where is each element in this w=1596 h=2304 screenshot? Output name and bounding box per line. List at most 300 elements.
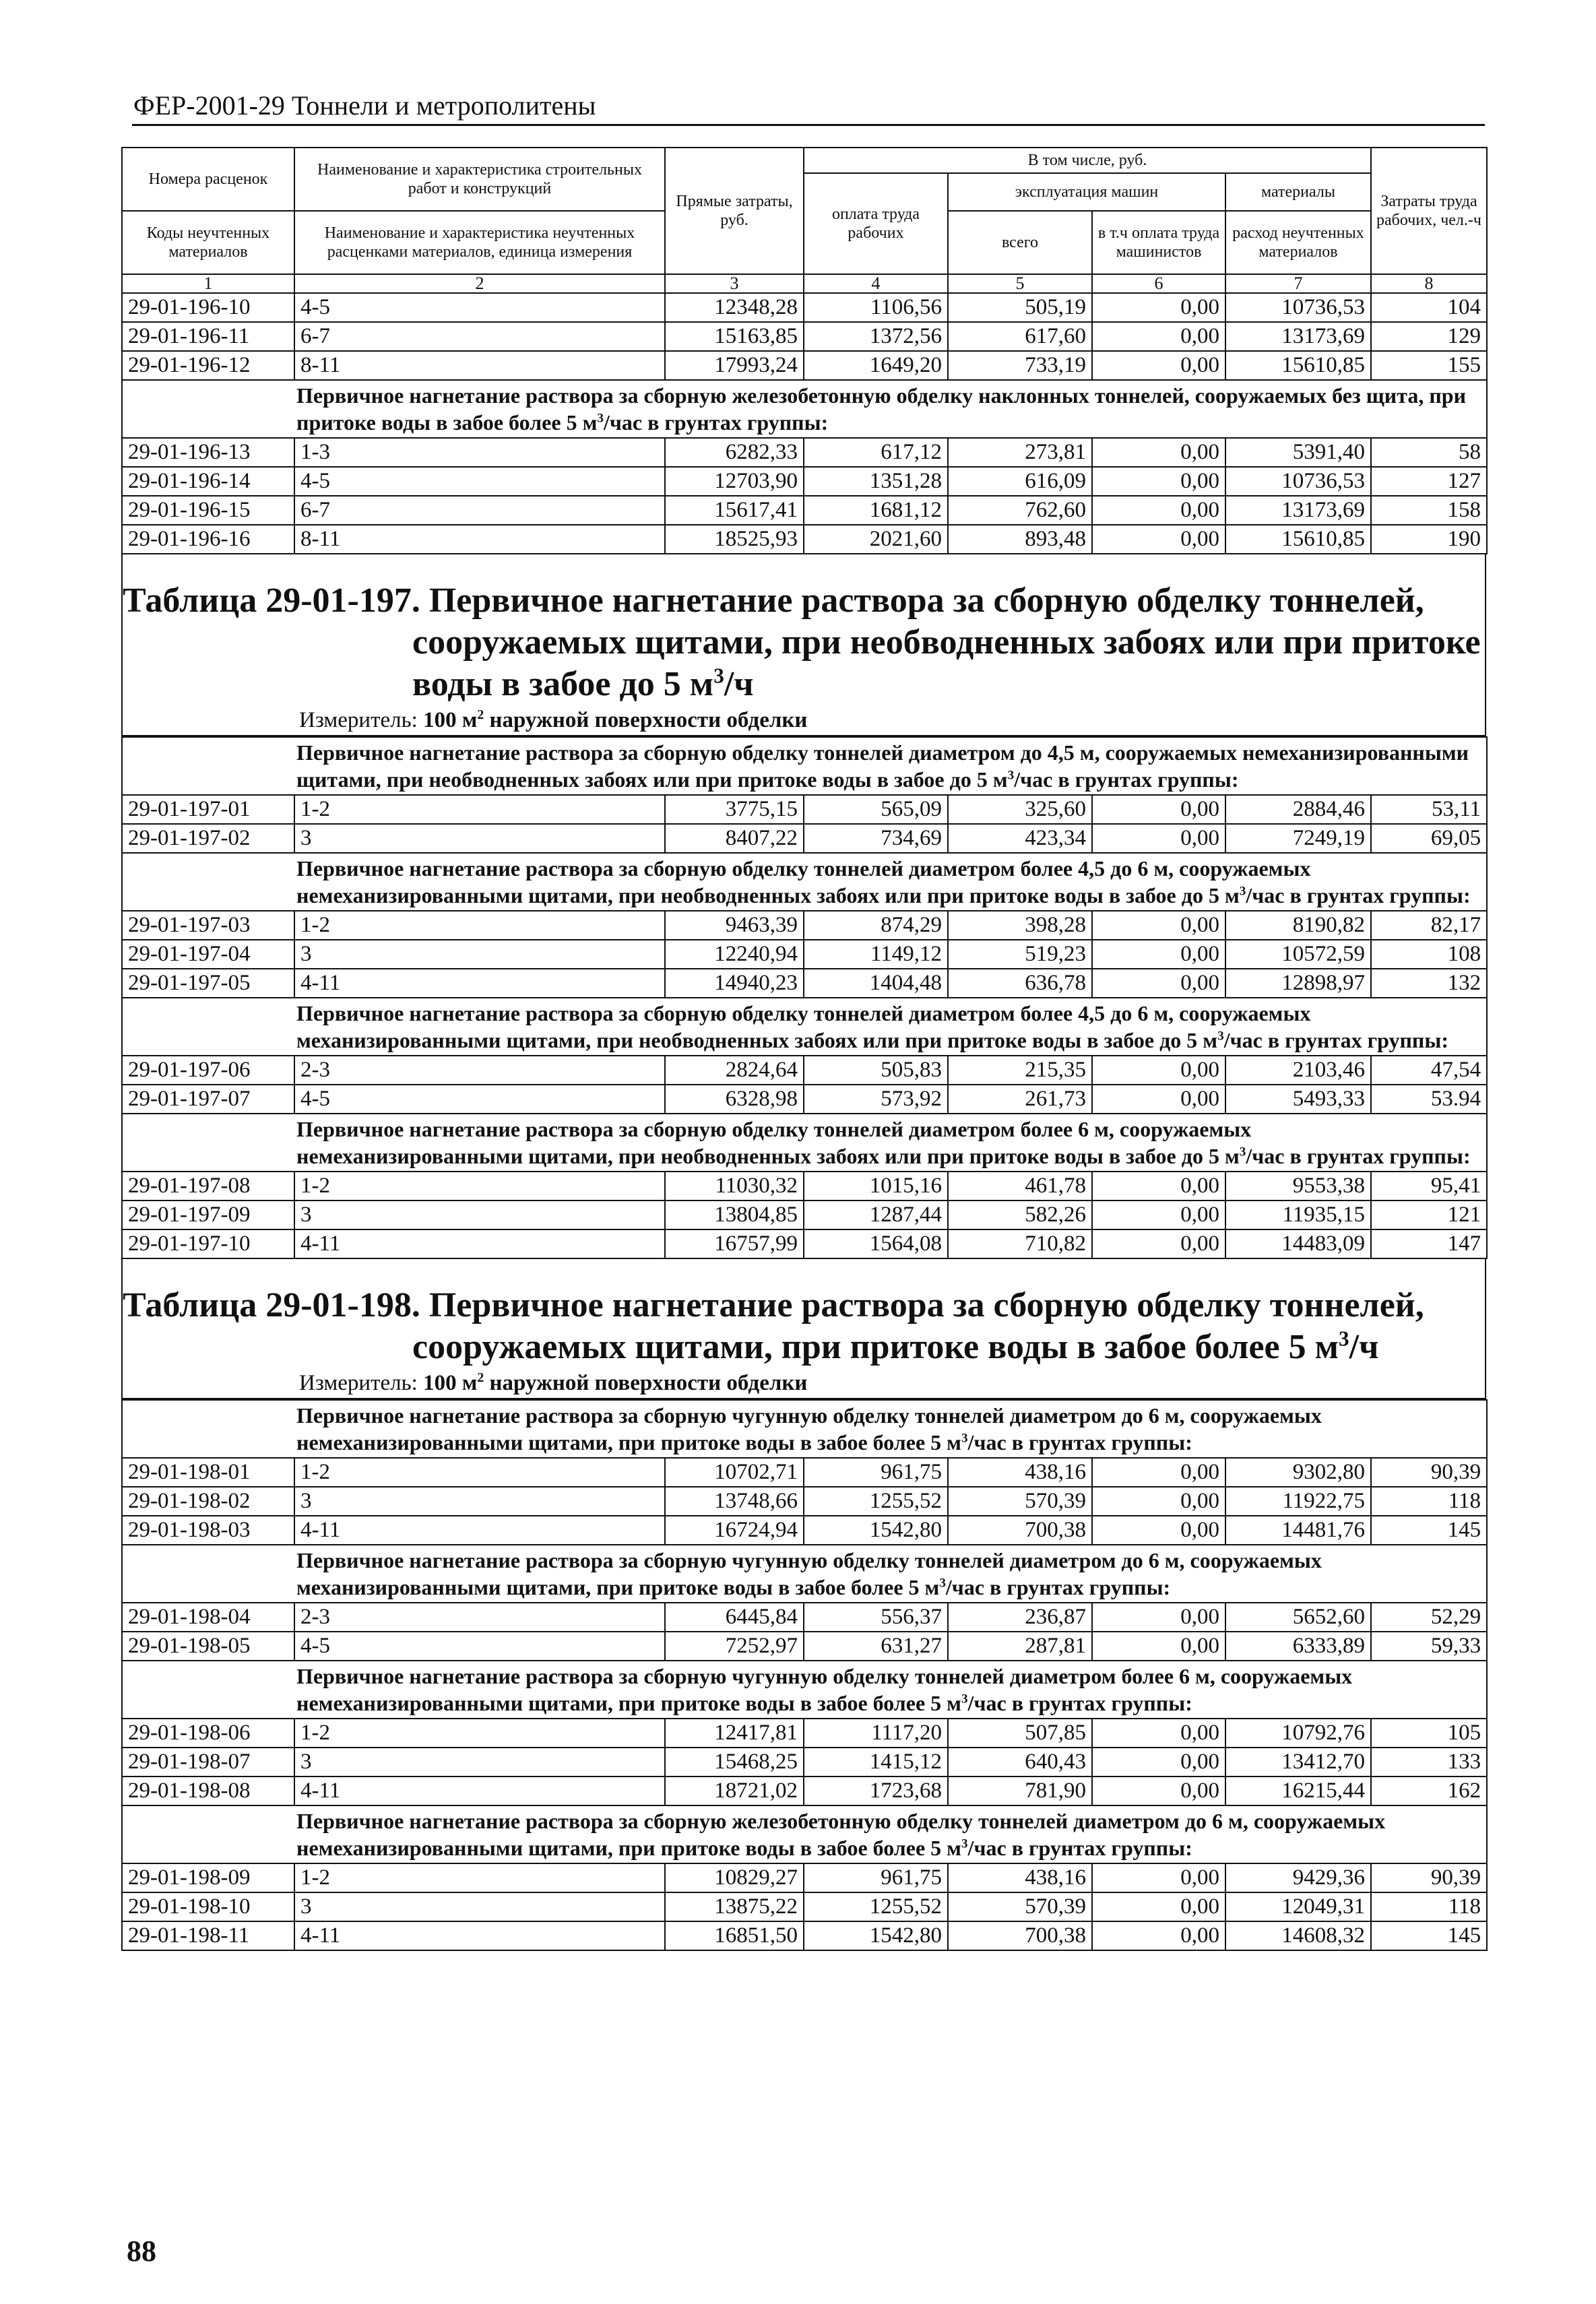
running-header-text: ФЕР-2001-29 Тоннели и метрополитены (133, 90, 596, 121)
labor-hours-cell: 118 (1371, 1487, 1487, 1516)
machines-total-cell: 640,43 (948, 1748, 1092, 1777)
labor-hours-cell: 190 (1371, 525, 1487, 554)
labor-hours-cell: 145 (1371, 1516, 1487, 1545)
materials-cell: 10572,59 (1225, 940, 1371, 969)
measure-value: 100 м (423, 1371, 478, 1395)
table-198-title-line2-text: сооружаемых щитами, при притоке воды в забое более 5 м (412, 1328, 1339, 1366)
header-direct-costs: Прямые затраты, руб. (665, 148, 804, 274)
rate-code-cell: 29-01-197-02 (122, 824, 294, 853)
soil-group-cell: 1-2 (294, 1458, 665, 1487)
section-title-tail: /час в грунтах группы: (1223, 1028, 1448, 1052)
table-197-title-line3-tail: /ч (724, 665, 754, 703)
section-title: Первичное нагнетание раствора за сборную железобетонную обделку тоннелей диаметром до 6 м, сооружаемых немеханизированными щитами, при притоке воды в забое более 5 $м^3$/час в грунтах группы: (122, 1805, 1487, 1863)
section-title: Первичное нагнетание раствора за сборную чугунную обделку тоннелей диаметром до 6 м, сооружаемых механизированными щитами, при притоке воды в забое более 5 $м^3$/час в грунтах группы: (122, 1545, 1487, 1603)
labor-pay-cell: 2021,60 (804, 525, 948, 554)
machines-total-cell: 733,19 (948, 351, 1092, 380)
rate-code-cell: 29-01-197-10 (122, 1229, 294, 1258)
labor-hours-cell: 69,05 (1371, 824, 1487, 853)
materials-cell: 9429,36 (1225, 1863, 1371, 1892)
materials-cell: 2884,46 (1225, 795, 1371, 824)
labor-hours-cell: 105 (1371, 1719, 1487, 1748)
header-machinists-pay: в т.ч оплата труда машинистов (1092, 211, 1225, 274)
section-title-row (122, 1805, 1487, 1863)
rate-code-cell: 29-01-196-14 (122, 467, 294, 496)
column-number: 8 (1371, 274, 1487, 293)
soil-group-cell: 4-11 (294, 1229, 665, 1258)
direct-costs-cell: 18721,02 (665, 1777, 804, 1805)
machinists-pay-cell: 0,00 (1092, 824, 1225, 853)
soil-group-cell: 1-2 (294, 911, 665, 940)
labor-pay-cell: 1649,20 (804, 351, 948, 380)
machinists-pay-cell: 0,00 (1092, 293, 1225, 322)
section-block (122, 998, 1487, 1114)
direct-costs-cell: 8407,22 (665, 824, 804, 853)
header-materials-unaccounted: расход неучтенных материалов (1225, 211, 1371, 274)
rate-code-cell: 29-01-197-04 (122, 940, 294, 969)
direct-costs-cell: 18525,93 (665, 525, 804, 554)
rates-table-196 (121, 147, 1488, 554)
soil-group-cell: 3 (294, 1892, 665, 1921)
rate-code-cell: 29-01-198-04 (122, 1603, 294, 1632)
labor-hours-cell: 82,17 (1371, 911, 1487, 940)
labor-pay-cell: 874,29 (804, 911, 948, 940)
labor-hours-cell: 52,29 (1371, 1603, 1487, 1632)
header-codes-bottom: Коды неучтенных материалов (122, 211, 294, 274)
labor-pay-cell: 1117,20 (804, 1719, 948, 1748)
section-title-row (122, 1400, 1487, 1458)
table-197-title-line3-text: воды в забое до 5 м (412, 665, 714, 703)
labor-hours-cell: 47,54 (1371, 1056, 1487, 1085)
machinists-pay-cell: 0,00 (1092, 1229, 1225, 1258)
direct-costs-cell: 13875,22 (665, 1892, 804, 1921)
machinists-pay-cell: 0,00 (1092, 911, 1225, 940)
section-block (122, 1805, 1487, 1950)
labor-hours-cell: 108 (1371, 940, 1487, 969)
section-block (122, 1400, 1487, 1545)
machinists-pay-cell: 0,00 (1092, 1085, 1225, 1114)
materials-cell: 14481,76 (1225, 1516, 1371, 1545)
table-row (122, 824, 1487, 853)
soil-group-cell: 4-5 (294, 467, 665, 496)
soil-group-cell: 8-11 (294, 351, 665, 380)
section-title-row (122, 1661, 1487, 1719)
rate-code-cell: 29-01-196-11 (122, 322, 294, 351)
rate-code-cell: 29-01-198-06 (122, 1719, 294, 1748)
machinists-pay-cell: 0,00 (1092, 322, 1225, 351)
machines-total-cell: 762,60 (948, 496, 1092, 525)
machines-total-cell: 582,26 (948, 1201, 1092, 1229)
machines-total-cell: 700,38 (948, 1516, 1092, 1545)
rate-code-cell: 29-01-196-16 (122, 525, 294, 554)
labor-hours-cell: 90,39 (1371, 1863, 1487, 1892)
rate-code-cell: 29-01-197-01 (122, 795, 294, 824)
soil-group-cell: 1-2 (294, 1863, 665, 1892)
materials-cell: 9553,38 (1225, 1172, 1371, 1201)
machinists-pay-cell: 0,00 (1092, 1777, 1225, 1805)
materials-cell: 5652,60 (1225, 1603, 1371, 1632)
table-198-title-line2-tail: /ч (1349, 1328, 1379, 1366)
section-title: Первичное нагнетание раствора за сборную обделку тоннелей диаметром более 4,5 до 6 м, сооружаемых немеханизированными щитами, при необводненных забоях или при притоке воды в забое до 5 $м^3$/час в грунтах группы: (122, 853, 1487, 911)
labor-pay-cell: 1149,12 (804, 940, 948, 969)
machines-total-cell: 570,39 (948, 1892, 1092, 1921)
machines-total-cell: 438,16 (948, 1458, 1092, 1487)
labor-hours-cell: 155 (1371, 351, 1487, 380)
soil-group-cell: 2-3 (294, 1056, 665, 1085)
rates-table-198 (121, 1399, 1488, 1951)
table-198-block (121, 1259, 1486, 1399)
labor-hours-cell: 53.94 (1371, 1085, 1487, 1114)
direct-costs-cell: 13748,66 (665, 1487, 804, 1516)
direct-costs-cell: 12240,94 (665, 940, 804, 969)
rows-196-a (122, 293, 1487, 380)
section-title-row (122, 1545, 1487, 1603)
section-title-text: Первичное нагнетание раствора за сборную железобетонную обделку тоннелей диаметром до 6 м, сооружаемых немеханизированными щитами, при притоке воды в забое более 5 м (296, 1809, 1386, 1860)
table-row (122, 1085, 1487, 1114)
header-codes-top: Номера расценок (122, 148, 294, 211)
table-row (122, 496, 1487, 525)
running-header (132, 86, 1485, 126)
labor-hours-cell: 127 (1371, 467, 1487, 496)
labor-hours-cell: 118 (1371, 1892, 1487, 1921)
machinists-pay-cell: 0,00 (1092, 969, 1225, 998)
machines-total-cell: 423,34 (948, 824, 1092, 853)
labor-hours-cell: 58 (1371, 438, 1487, 467)
machines-total-cell: 700,38 (948, 1921, 1092, 1950)
machines-total-cell: 616,09 (948, 467, 1092, 496)
measure-value-tail: наружной поверхности обделки (484, 708, 808, 732)
table-row (122, 1487, 1487, 1516)
labor-hours-cell: 104 (1371, 293, 1487, 322)
column-number: 5 (948, 274, 1092, 293)
labor-hours-cell: 145 (1371, 1921, 1487, 1950)
labor-pay-cell: 961,75 (804, 1458, 948, 1487)
table-row (122, 969, 1487, 998)
soil-group-cell: 3 (294, 824, 665, 853)
column-number: 1 (122, 274, 294, 293)
materials-cell: 9302,80 (1225, 1458, 1371, 1487)
section-title-tail: /час в грунтах группы: (967, 1836, 1192, 1860)
rate-code-cell: 29-01-198-03 (122, 1516, 294, 1545)
table-row (122, 940, 1487, 969)
section-title-row (122, 998, 1487, 1056)
rate-code-cell: 29-01-198-09 (122, 1863, 294, 1892)
section-title: Первичное нагнетание раствора за сборную железобетонную обделку наклонных тоннелей, сооружаемых без щита, при притоке воды в забое более 5 $м^3$/час в грунтах группы: (122, 380, 1487, 438)
machines-total-cell: 617,60 (948, 322, 1092, 351)
materials-cell: 13173,69 (1225, 322, 1371, 351)
table-row (122, 911, 1487, 940)
table-197-title-line1: Таблица 29-01-197. Первичное нагнетание раствора за сборную обделку тоннелей, (123, 581, 1424, 620)
table-row (122, 351, 1487, 380)
machinists-pay-cell: 0,00 (1092, 940, 1225, 969)
rows-196-b (122, 438, 1487, 554)
soil-group-cell: 4-11 (294, 969, 665, 998)
section-title: Первичное нагнетание раствора за сборную обделку тоннелей диаметром до 4,5 м, сооружаемых немеханизированными щитами, при необводненных забоях или при притоке воды в забое до 5 $м^3$/час в грунтах группы: (122, 737, 1487, 795)
column-number: 6 (1092, 274, 1225, 293)
materials-cell: 11922,75 (1225, 1487, 1371, 1516)
soil-group-cell: 1-2 (294, 795, 665, 824)
measure-label: Измеритель: (299, 708, 424, 732)
soil-group-cell: 3 (294, 1487, 665, 1516)
machines-total-cell: 236,87 (948, 1603, 1092, 1632)
labor-pay-cell: 734,69 (804, 824, 948, 853)
section-block (122, 1114, 1487, 1258)
labor-pay-cell: 1542,80 (804, 1516, 948, 1545)
machinists-pay-cell: 0,00 (1092, 1921, 1225, 1950)
soil-group-cell: 4-5 (294, 1085, 665, 1114)
direct-costs-cell: 7252,97 (665, 1632, 804, 1661)
rate-code-cell: 29-01-198-10 (122, 1892, 294, 1921)
materials-cell: 14608,32 (1225, 1921, 1371, 1950)
machines-total-cell: 781,90 (948, 1777, 1092, 1805)
table-row (122, 1603, 1487, 1632)
materials-cell: 8190,82 (1225, 911, 1371, 940)
rate-code-cell: 29-01-198-08 (122, 1777, 294, 1805)
soil-group-cell: 1-2 (294, 1172, 665, 1201)
machinists-pay-cell: 0,00 (1092, 795, 1225, 824)
header-name-bottom: Наименование и характеристика неучтенных расценками материалов, единица измерения (294, 211, 665, 274)
labor-hours-cell: 121 (1371, 1201, 1487, 1229)
section-title-row (122, 380, 1487, 438)
labor-pay-cell: 1542,80 (804, 1921, 948, 1950)
header-row-1 (122, 148, 1487, 173)
table-row (122, 1516, 1487, 1545)
direct-costs-cell: 9463,39 (665, 911, 804, 940)
machines-total-cell: 710,82 (948, 1229, 1092, 1258)
section-title-text: Первичное нагнетание раствора за сборную обделку тоннелей диаметром более 4,5 до 6 м, сооружаемых механизированными щитами, при необводненных забоях или при притоке воды в забое до 5 м (296, 1001, 1311, 1052)
labor-hours-cell: 95,41 (1371, 1172, 1487, 1201)
direct-costs-cell: 6282,33 (665, 438, 804, 467)
labor-hours-cell: 133 (1371, 1748, 1487, 1777)
rate-code-cell: 29-01-196-13 (122, 438, 294, 467)
rate-code-cell: 29-01-196-15 (122, 496, 294, 525)
table-198-measure: Измеритель: 100 $м^2$ наружной поверхности обделки (123, 1368, 1485, 1399)
table-row (122, 1056, 1487, 1085)
rate-code-cell: 29-01-197-09 (122, 1201, 294, 1229)
section-title-tail: /час в грунтах группы: (1014, 767, 1239, 792)
materials-cell: 10792,76 (1225, 1719, 1371, 1748)
table-197-title-line3: воды в забое до 5 $м^3/ч$ (412, 664, 754, 703)
machines-total-cell: 507,85 (948, 1719, 1092, 1748)
machines-total-cell: 287,81 (948, 1632, 1092, 1661)
direct-costs-cell: 15617,41 (665, 496, 804, 525)
table-row (122, 1201, 1487, 1229)
table-197-title-line2: сооружаемых щитами, при необводненных забоях или при притоке (412, 623, 1481, 662)
soil-group-cell: 2-3 (294, 1603, 665, 1632)
section-title-tail: /час в грунтах группы: (603, 410, 829, 435)
direct-costs-cell: 16851,50 (665, 1921, 804, 1950)
machines-total-cell: 398,28 (948, 911, 1092, 940)
direct-costs-cell: 10829,27 (665, 1863, 804, 1892)
machinists-pay-cell: 0,00 (1092, 1516, 1225, 1545)
machines-total-cell: 215,35 (948, 1056, 1092, 1085)
materials-cell: 12898,97 (1225, 969, 1371, 998)
direct-costs-cell: 11030,32 (665, 1172, 804, 1201)
direct-costs-cell: 16724,94 (665, 1516, 804, 1545)
labor-pay-cell: 1106,56 (804, 293, 948, 322)
machines-total-cell: 261,73 (948, 1085, 1092, 1114)
machinists-pay-cell: 0,00 (1092, 1172, 1225, 1201)
table-row (122, 1719, 1487, 1748)
labor-hours-cell: 53,11 (1371, 795, 1487, 824)
machinists-pay-cell: 0,00 (1092, 1487, 1225, 1516)
labor-hours-cell: 147 (1371, 1229, 1487, 1258)
header-materials: материалы (1225, 173, 1371, 211)
table-row (122, 1748, 1487, 1777)
section-title-row (122, 737, 1487, 795)
machinists-pay-cell: 0,00 (1092, 1719, 1225, 1748)
labor-pay-cell: 573,92 (804, 1085, 948, 1114)
labor-pay-cell: 1681,12 (804, 496, 948, 525)
section-title-tail: /час в грунтах группы: (1246, 883, 1471, 907)
direct-costs-cell: 6328,98 (665, 1085, 804, 1114)
rate-code-cell: 29-01-198-02 (122, 1487, 294, 1516)
rate-code-cell: 29-01-198-11 (122, 1921, 294, 1950)
section-title: Первичное нагнетание раствора за сборную чугунную обделку тоннелей диаметром до 6 м, сооружаемых немеханизированными щитами, при притоке воды в забое более 5 $м^3$/час в грунтах группы: (122, 1400, 1487, 1458)
section-block (122, 853, 1487, 998)
machinists-pay-cell: 0,00 (1092, 496, 1225, 525)
section-title-text: Первичное нагнетание раствора за сборную чугунную обделку тоннелей диаметром до 6 м, сооружаемых немеханизированными щитами, при притоке воды в забое более 5 м (296, 1403, 1322, 1454)
section-title-text: Первичное нагнетание раствора за сборную чугунную обделку тоннелей диаметром до 6 м, сооружаемых механизированными щитами, при притоке воды в забое более 5 м (296, 1548, 1322, 1599)
table-row (122, 1458, 1487, 1487)
labor-hours-cell: 132 (1371, 969, 1487, 998)
soil-group-cell: 6-7 (294, 322, 665, 351)
materials-cell: 10736,53 (1225, 467, 1371, 496)
direct-costs-cell: 15163,85 (665, 322, 804, 351)
materials-cell: 5391,40 (1225, 438, 1371, 467)
rate-code-cell: 29-01-197-07 (122, 1085, 294, 1114)
soil-group-cell: 6-7 (294, 496, 665, 525)
machines-total-cell: 273,81 (948, 438, 1092, 467)
materials-cell: 13173,69 (1225, 496, 1371, 525)
materials-cell: 15610,85 (1225, 525, 1371, 554)
soil-group-cell: 4-11 (294, 1516, 665, 1545)
direct-costs-cell: 16757,99 (665, 1229, 804, 1258)
header-including: В том числе, руб. (804, 148, 1371, 173)
materials-cell: 6333,89 (1225, 1632, 1371, 1661)
table-197-measure: Измеритель: 100 $м^2$ наружной поверхности обделки (123, 705, 1485, 736)
section-title-tail: /час в грунтах группы: (945, 1575, 1171, 1599)
direct-costs-cell: 2824,64 (665, 1056, 804, 1085)
section-title-text: Первичное нагнетание раствора за сборную обделку тоннелей диаметром до 4,5 м, сооружаемых немеханизированными щитами, при необводненных забоях или при притоке воды в забое до 5 м (296, 740, 1469, 792)
section-title-text: Первичное нагнетание раствора за сборную железобетонную обделку наклонных тоннелей, сооружаемых без щита, при притоке воды в забое более 5 м (296, 383, 1467, 435)
table-row (122, 525, 1487, 554)
materials-cell: 13412,70 (1225, 1748, 1371, 1777)
machines-total-cell: 325,60 (948, 795, 1092, 824)
header-name-top: Наименование и характеристика строительных работ и конструкций (294, 148, 665, 211)
table-198-title (123, 1259, 1485, 1368)
labor-pay-cell: 1723,68 (804, 1777, 948, 1805)
machinists-pay-cell: 0,00 (1092, 1056, 1225, 1085)
section-block (122, 1545, 1487, 1661)
table-row (122, 1172, 1487, 1201)
rate-code-cell: 29-01-197-03 (122, 911, 294, 940)
machines-total-cell: 461,78 (948, 1172, 1092, 1201)
machinists-pay-cell: 0,00 (1092, 1201, 1225, 1229)
labor-pay-cell: 1255,52 (804, 1892, 948, 1921)
labor-hours-cell: 158 (1371, 496, 1487, 525)
table-row (122, 322, 1487, 351)
section-title: Первичное нагнетание раствора за сборную обделку тоннелей диаметром более 4,5 до 6 м, сооружаемых механизированными щитами, при необводненных забоях или при притоке воды в забое до 5 $м^3$/час в грунтах группы: (122, 998, 1487, 1056)
labor-pay-cell: 1372,56 (804, 322, 948, 351)
machinists-pay-cell: 0,00 (1092, 467, 1225, 496)
materials-cell: 7249,19 (1225, 824, 1371, 853)
table-row (122, 1892, 1487, 1921)
rate-code-cell: 29-01-197-05 (122, 969, 294, 998)
machinists-pay-cell: 0,00 (1092, 1892, 1225, 1921)
direct-costs-cell: 17993,24 (665, 351, 804, 380)
direct-costs-cell: 14940,23 (665, 969, 804, 998)
section-title-text: Первичное нагнетание раствора за сборную обделку тоннелей диаметром более 6 м, сооружаемых немеханизированными щитами, при необводненных забоях или при притоке воды в забое до 5 м (296, 1117, 1252, 1168)
section-title-tail: /час в грунтах группы: (967, 1691, 1192, 1715)
table-row (122, 795, 1487, 824)
labor-pay-cell: 1404,48 (804, 969, 948, 998)
machinists-pay-cell: 0,00 (1092, 1603, 1225, 1632)
direct-costs-cell: 12348,28 (665, 293, 804, 322)
direct-costs-cell: 6445,84 (665, 1603, 804, 1632)
labor-hours-cell: 129 (1371, 322, 1487, 351)
direct-costs-cell: 12417,81 (665, 1719, 804, 1748)
section-title-tail: /час в грунтах группы: (967, 1430, 1192, 1454)
machines-total-cell: 636,78 (948, 969, 1092, 998)
table-row (122, 1777, 1487, 1805)
rates-table-197 (121, 736, 1488, 1259)
soil-group-cell: 8-11 (294, 525, 665, 554)
column-number-row (122, 274, 1487, 293)
soil-group-cell: 4-11 (294, 1921, 665, 1950)
header-labor-hours: Затраты труда рабочих, чел.-ч (1371, 148, 1487, 274)
rate-code-cell: 29-01-198-05 (122, 1632, 294, 1661)
machinists-pay-cell: 0,00 (1092, 351, 1225, 380)
header-labor-pay: оплата труда рабочих (804, 173, 948, 274)
machinists-pay-cell: 0,00 (1092, 438, 1225, 467)
section-title-row (122, 1114, 1487, 1172)
soil-group-cell: 3 (294, 1748, 665, 1777)
direct-costs-cell: 12703,90 (665, 467, 804, 496)
rate-code-cell: 29-01-197-06 (122, 1056, 294, 1085)
direct-costs-cell: 13804,85 (665, 1201, 804, 1229)
table-row (122, 1229, 1487, 1258)
soil-group-cell: 4-5 (294, 293, 665, 322)
table-row (122, 467, 1487, 496)
section-title-tail: /час в грунтах группы: (1246, 1144, 1471, 1168)
materials-cell: 14483,09 (1225, 1229, 1371, 1258)
machinists-pay-cell: 0,00 (1092, 1458, 1225, 1487)
soil-group-cell: 1-2 (294, 1719, 665, 1748)
rate-code-cell: 29-01-196-12 (122, 351, 294, 380)
machines-total-cell: 519,23 (948, 940, 1092, 969)
labor-hours-cell: 90,39 (1371, 1458, 1487, 1487)
page-content (121, 147, 1486, 2255)
table-row (122, 1632, 1487, 1661)
labor-hours-cell: 59,33 (1371, 1632, 1487, 1661)
labor-pay-cell: 617,12 (804, 438, 948, 467)
labor-pay-cell: 1415,12 (804, 1748, 948, 1777)
section-title-row (122, 853, 1487, 911)
table-row (122, 438, 1487, 467)
section-block (122, 1661, 1487, 1805)
materials-cell: 2103,46 (1225, 1056, 1371, 1085)
section-title: Первичное нагнетание раствора за сборную обделку тоннелей диаметром более 6 м, сооружаемых немеханизированными щитами, при необводненных забоях или при притоке воды в забое до 5 $м^3$/час в грунтах группы: (122, 1114, 1487, 1172)
section-title-text: Первичное нагнетание раствора за сборную обделку тоннелей диаметром более 4,5 до 6 м, сооружаемых немеханизированными щитами, при необводненных забоях или при притоке воды в забое до 5 м (296, 856, 1311, 907)
column-number: 2 (294, 274, 665, 293)
labor-pay-cell: 505,83 (804, 1056, 948, 1085)
labor-pay-cell: 565,09 (804, 795, 948, 824)
soil-group-cell: 3 (294, 1201, 665, 1229)
soil-group-cell: 1-3 (294, 438, 665, 467)
direct-costs-cell: 15468,25 (665, 1748, 804, 1777)
soil-group-cell: 4-5 (294, 1632, 665, 1661)
column-number: 7 (1225, 274, 1371, 293)
